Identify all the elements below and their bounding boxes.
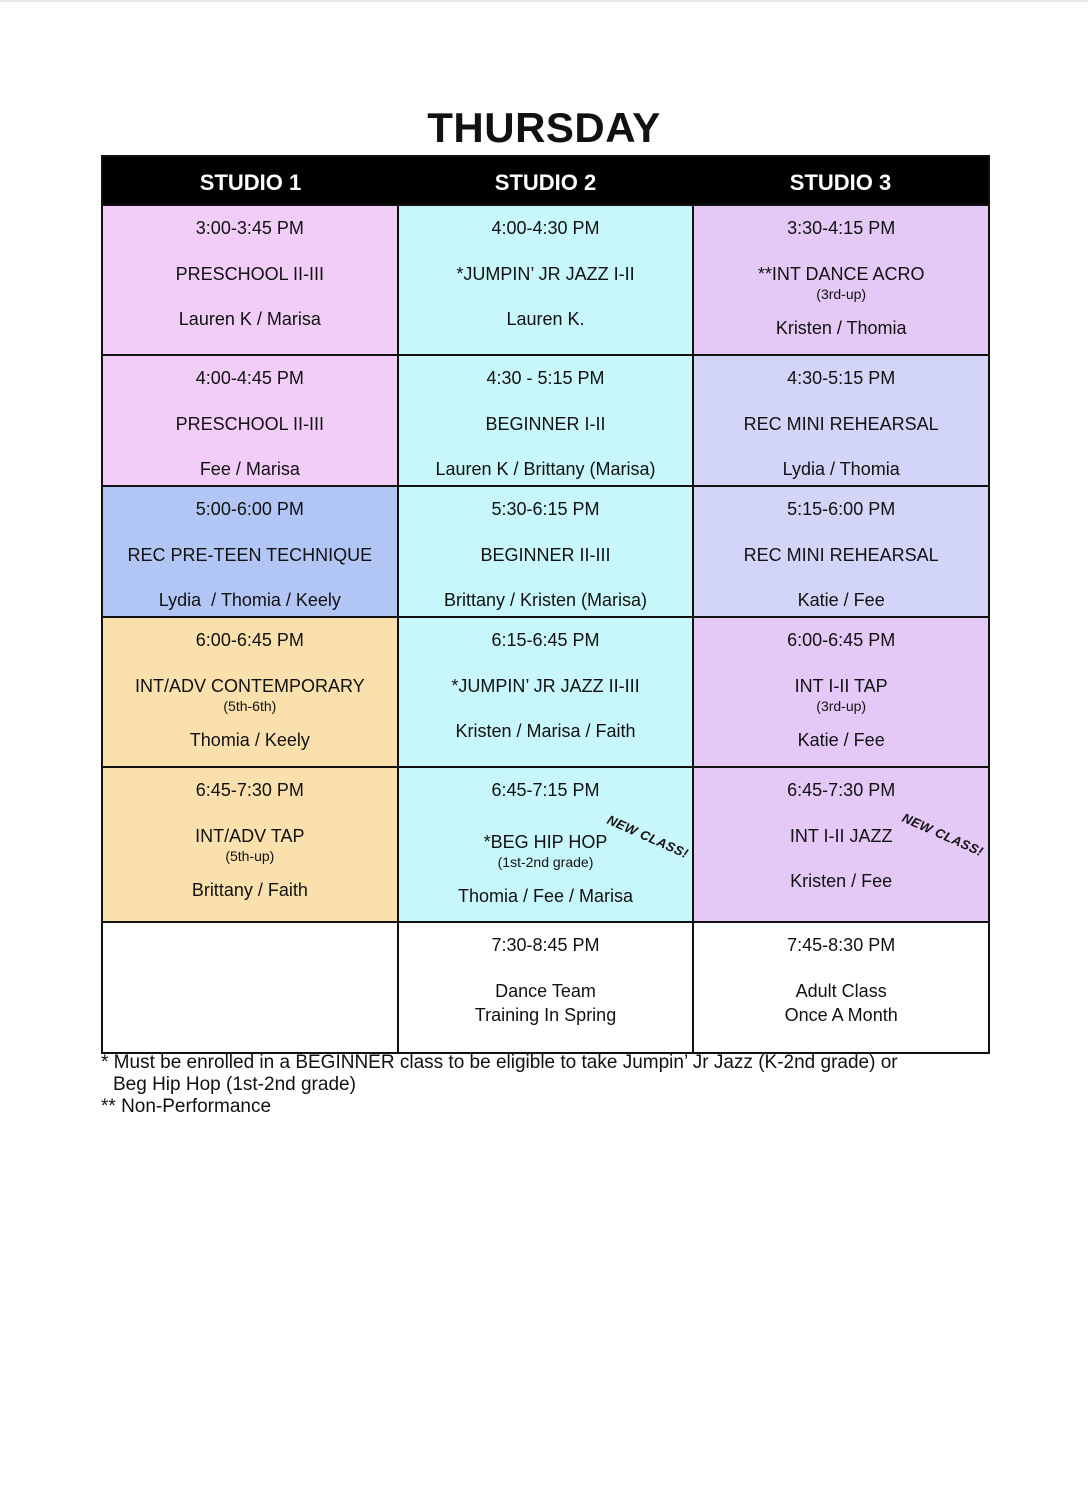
class-cell — [103, 487, 397, 616]
class-cell — [397, 923, 693, 1052]
class-name: INT/ADV TAP — [195, 826, 305, 846]
class-name: BEGINNER II-III — [480, 545, 611, 565]
studio-1-header: STUDIO 1 — [199, 169, 302, 195]
class-instructors: Katie / Fee — [797, 730, 885, 750]
class-time: 7:30-8:45 PM — [491, 935, 600, 955]
class-cell — [103, 356, 397, 485]
class-time: 4:30-5:15 PM — [787, 368, 896, 388]
grade-note: (5th-up) — [225, 848, 275, 864]
top-divider — [0, 0, 1088, 2]
class-name: BEGINNER I-II — [485, 414, 606, 434]
table-row — [103, 616, 988, 766]
class-cell — [103, 206, 397, 354]
class-instructors: Brittany / Kristen (Marisa) — [443, 590, 648, 610]
class-name: INT/ADV CONTEMPORARY — [134, 676, 365, 696]
class-cell — [692, 487, 988, 616]
class-cell — [692, 768, 988, 921]
new-class-badge: NEW CLASS! — [900, 810, 987, 860]
class-cell — [397, 356, 693, 485]
class-time: 6:00-6:45 PM — [195, 630, 304, 650]
footnote-single-asterisk-continued: Beg Hip Hop (1st-2nd grade) — [113, 1074, 356, 1095]
class-line-2: Once A Month — [784, 1005, 898, 1025]
class-name: INT I-II JAZZ — [789, 826, 893, 846]
class-instructors: Thomia / Fee / Marisa — [457, 886, 634, 906]
class-time: 5:15-6:00 PM — [787, 499, 896, 519]
class-time: 4:00-4:30 PM — [491, 218, 600, 238]
class-cell — [103, 618, 397, 766]
class-instructors: Lauren K. — [506, 309, 585, 329]
grade-note: (5th-6th) — [223, 698, 277, 714]
studio-2-header: STUDIO 2 — [494, 169, 597, 195]
class-name: PRESCHOOL II-III — [175, 414, 325, 434]
class-instructors: Thomia / Keely — [189, 730, 310, 750]
class-line-1: Adult Class — [795, 981, 887, 1001]
class-time: 7:45-8:30 PM — [787, 935, 896, 955]
table-header — [103, 157, 988, 204]
class-line-2: Training In Spring — [474, 1005, 617, 1025]
class-name: REC MINI REHEARSAL — [743, 414, 939, 434]
class-time: 5:30-6:15 PM — [491, 499, 600, 519]
class-cell — [397, 206, 693, 354]
table-row — [103, 485, 988, 616]
class-name: *JUMPIN’ JR JAZZ II-III — [451, 676, 640, 696]
schedule-table — [101, 155, 990, 1054]
grade-note: (3rd-up) — [816, 698, 867, 714]
table-row — [103, 204, 988, 354]
class-instructors: Lydia / Thomia / Keely — [158, 590, 341, 610]
class-time: 4:00-4:45 PM — [195, 368, 304, 388]
class-time: 3:30-4:15 PM — [787, 218, 896, 238]
class-cell — [397, 487, 693, 616]
class-time: 6:45-7:15 PM — [491, 780, 600, 800]
page-title: THURSDAY — [427, 104, 661, 151]
class-instructors: Brittany / Faith — [191, 880, 308, 900]
studio-3-header: STUDIO 3 — [789, 169, 892, 195]
class-time: 6:15-6:45 PM — [491, 630, 600, 650]
class-instructors: Kristen / Marisa / Faith — [455, 721, 636, 741]
footnote-single-asterisk: * Must be enrolled in a BEGINNER class to be eligible to take Jumpin’ Jr Jazz (K-2nd grade) or — [101, 1052, 898, 1073]
table-row — [103, 354, 988, 485]
class-name: PRESCHOOL II-III — [175, 264, 325, 284]
class-instructors: Kristen / Thomia — [775, 318, 907, 338]
class-cell — [692, 206, 988, 354]
class-time: 6:45-7:30 PM — [787, 780, 896, 800]
class-cell — [397, 768, 693, 921]
class-time: 5:00-6:00 PM — [195, 499, 304, 519]
class-time: 6:45-7:30 PM — [195, 780, 304, 800]
footnotes — [101, 1052, 1001, 1118]
grade-note: (3rd-up) — [816, 286, 867, 302]
class-cell — [692, 923, 988, 1052]
class-instructors: Lauren K / Brittany (Marisa) — [435, 459, 656, 479]
class-instructors: Lydia / Thomia — [782, 459, 900, 479]
class-cell — [103, 768, 397, 921]
class-instructors: Fee / Marisa — [199, 459, 300, 479]
class-name: REC MINI REHEARSAL — [743, 545, 939, 565]
class-line-1: Dance Team — [495, 981, 596, 1001]
class-name: *JUMPIN’ JR JAZZ I-II — [456, 264, 635, 284]
class-time: 3:00-3:45 PM — [195, 218, 304, 238]
class-cell — [692, 356, 988, 485]
grade-note: (1st-2nd grade) — [497, 854, 594, 870]
class-name: REC PRE-TEEN TECHNIQUE — [127, 545, 373, 565]
class-instructors: Kristen / Fee — [790, 871, 893, 891]
class-time: 6:00-6:45 PM — [787, 630, 896, 650]
class-instructors: Lauren K / Marisa — [178, 309, 321, 329]
new-class-badge: NEW CLASS! — [604, 812, 691, 862]
table-row — [103, 921, 988, 1052]
class-cell — [692, 618, 988, 766]
table-row — [103, 766, 988, 921]
class-instructors: Katie / Fee — [797, 590, 885, 610]
class-name: INT I-II TAP — [794, 676, 888, 696]
class-cell — [397, 618, 693, 766]
empty-cell — [103, 923, 397, 1052]
class-name: **INT DANCE ACRO — [757, 264, 925, 284]
footnote-double-asterisk: ** Non-Performance — [101, 1096, 272, 1117]
class-name: *BEG HIP HOP — [483, 832, 608, 852]
class-time: 4:30 - 5:15 PM — [486, 368, 605, 388]
